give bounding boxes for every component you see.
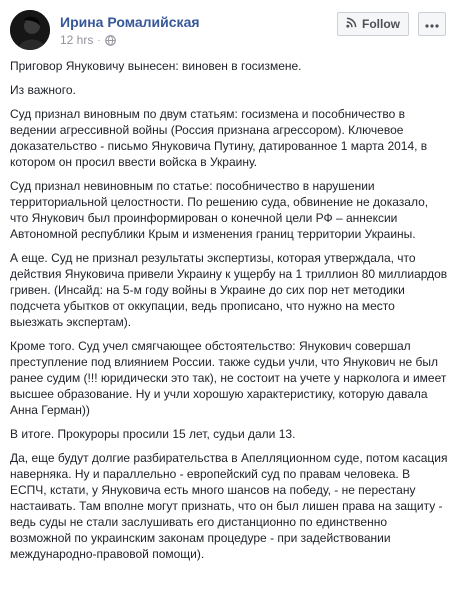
post-paragraph: Приговор Януковичу вынесен: виновен в госизмене. [10, 59, 302, 73]
post-paragraph: В итоге. Прокуроры просили 15 лет, судьи дали 13. [10, 427, 296, 441]
avatar[interactable] [10, 10, 50, 50]
post-paragraph: Из важного. [10, 83, 76, 97]
post-paragraph: Кроме того. Суд учел смягчающее обстоятельство: Янукович совершал преступление под влиянием России. также судьи учли, что Янукович не был ранее судим (!!! юридически это так), не состоит на учете у нарколога и имеет высшее образование. Ну и учли хорошую характеристику, которую давала Анна Герман)) [10, 339, 447, 417]
ellipsis-icon [425, 15, 439, 33]
post-paragraph: Да, еще будут долгие разбирательства в Апелляционном суде, потом касация наверняка. Ну и параллельно - европейский суд по правам человека. В ЕСПЧ, кстати, у Януковича есть много шансов на победу, - не перестану настаивать. Там вполне могут признать, что он был лишен права на защиту - ведь суды не стали заслушивать его дистанционно по единственно возможной по украинским законам процедуре - при задействовании международно-правовой помощи). [10, 451, 448, 561]
post-body [10, 58, 448, 570]
globe-icon[interactable] [105, 35, 116, 46]
follow-label: Follow [362, 17, 400, 31]
post-paragraph: А еще. Суд не признал результаты экспертизы, которая утверждала, что действия Януковича привели Украину к ущербу на 1 триллион 80 миллиардов гривен. (Инсайд: на 5-м году войны в Украине до сих пор нет методики подсчета убытков от оккупации, ведь прописано, что нужно на место выезжать экспертам). [10, 251, 448, 329]
follow-button[interactable] [337, 12, 409, 36]
timestamp[interactable]: 12 hrs [60, 33, 94, 47]
more-options-button[interactable] [418, 12, 446, 36]
post-paragraph: Суд признал виновным по двум статьям: госизмена и пособничество в ведении агрессивной войны (Россия признана агрессором). Ключевое доказательство - письмо Януковича Путину, датированное 1 марта 2014, в котором он просил ввести войска в Украину. [10, 107, 428, 169]
meta-separator: · [97, 34, 101, 46]
post-meta [60, 33, 116, 47]
author-name[interactable]: Ирина Ромалийская [60, 14, 200, 30]
rss-icon [346, 17, 357, 31]
post-paragraph: Суд признал невиновным по статье: пособничество в нарушении территориальной целостности. По решению суда, обвинение не доказало, что Янукович был проинформирован о конечной цели РФ – аннексии Автономной республики Крым и изменения границ территории Украины. [10, 179, 429, 241]
post-header [0, 0, 456, 54]
